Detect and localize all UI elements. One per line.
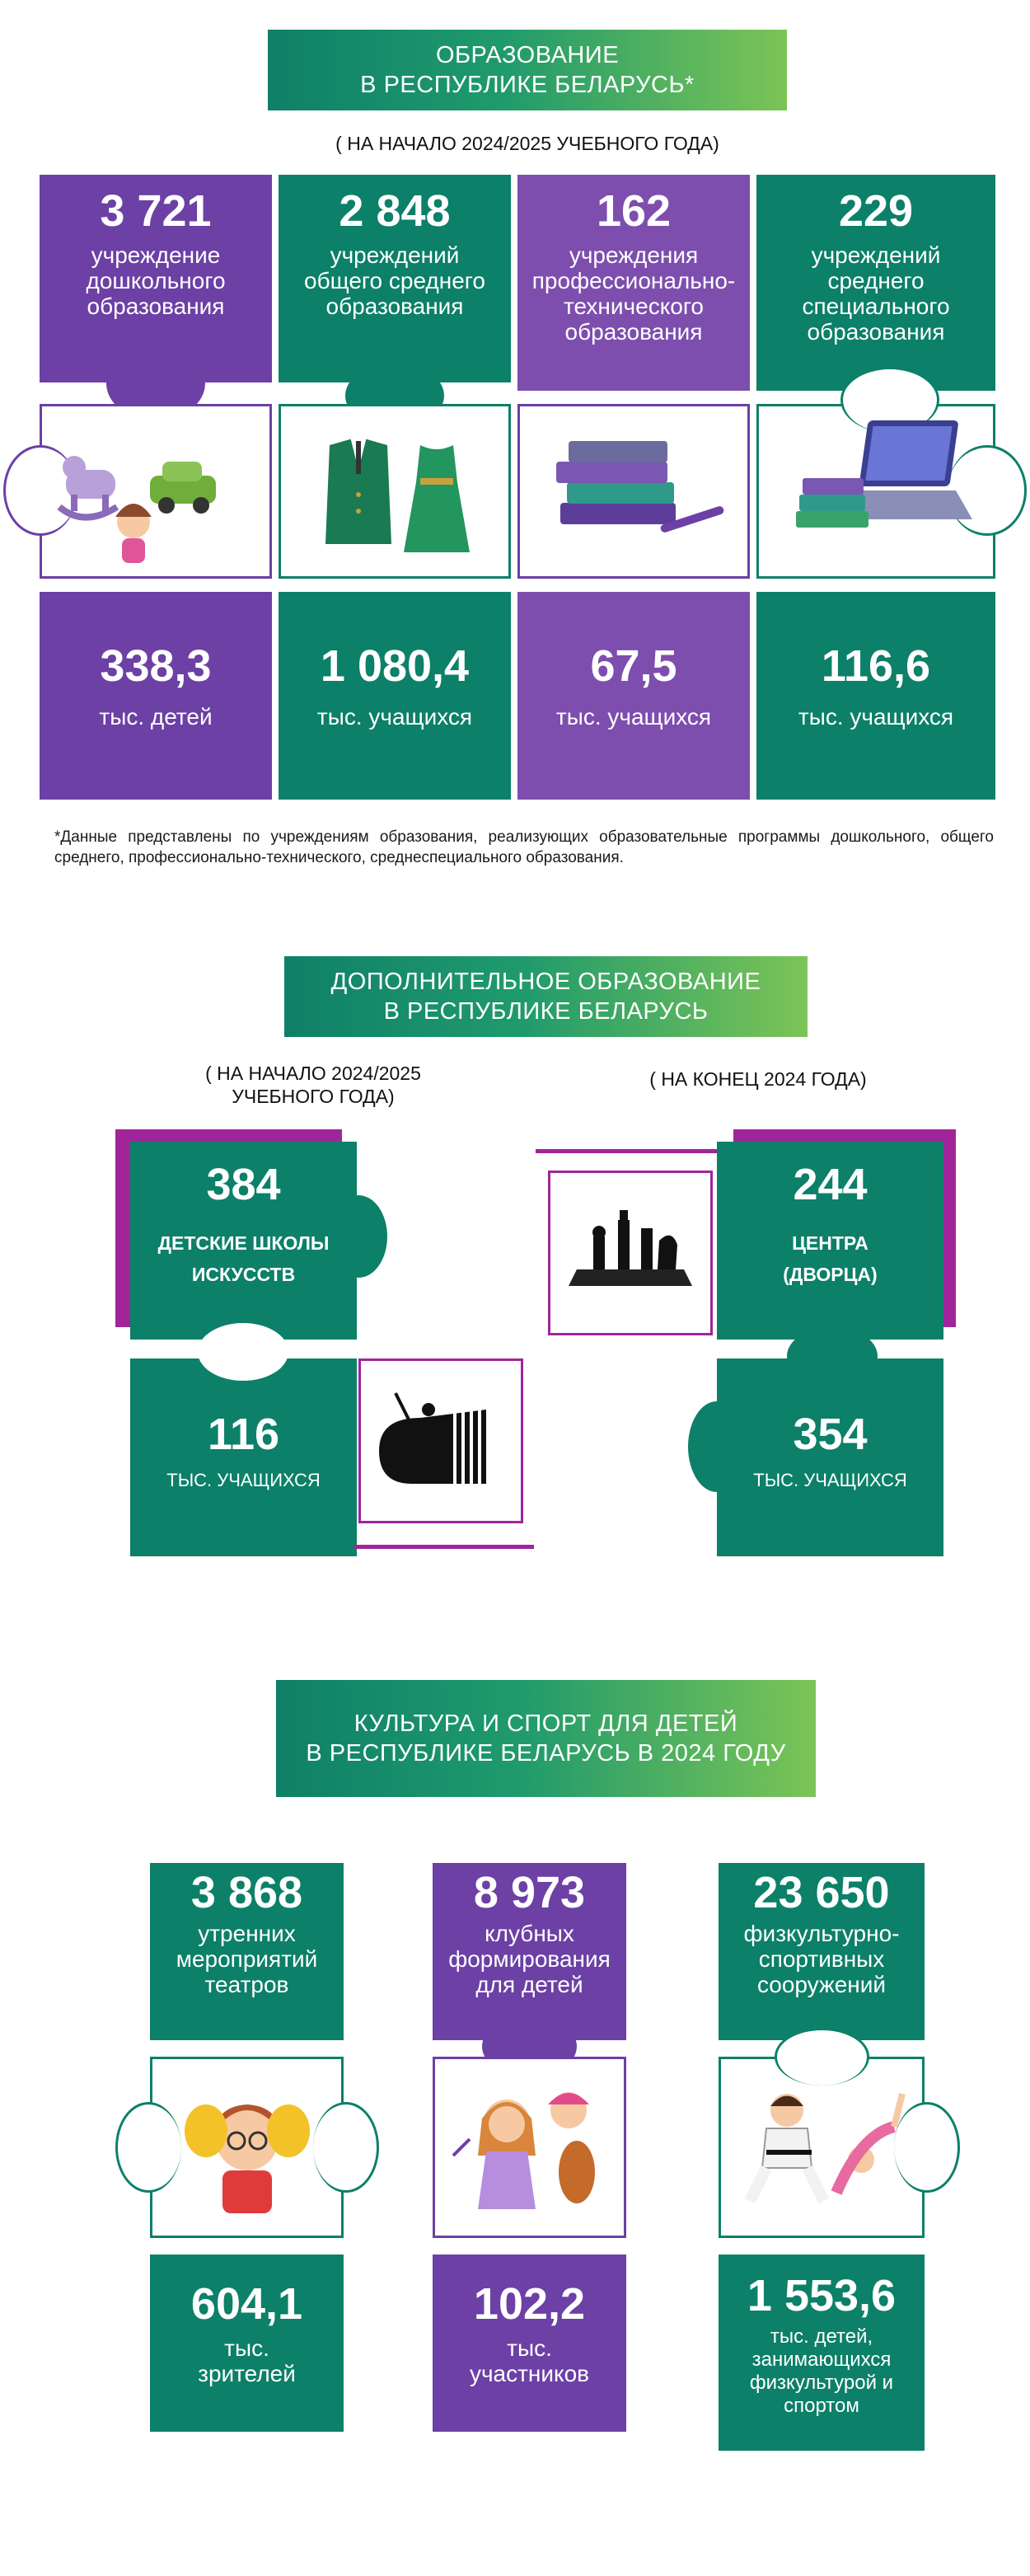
education-banner (268, 30, 787, 110)
banner-title-line1: ДОПОЛНИТЕЛЬНОЕ ОБРАЗОВАНИЕ (330, 969, 761, 995)
card-label: спортивных (758, 1946, 885, 1972)
card-bottom-tile (433, 2255, 626, 2432)
card-bottom-label: тыс. учащихся (316, 704, 473, 730)
art-students-label: ТЫС. УЧАЩИХСЯ (166, 1470, 321, 1490)
card-label: учреждения (569, 242, 699, 268)
card-bottom-label: тыс. (224, 2335, 269, 2361)
card-label: формирования (448, 1946, 611, 1972)
card-label: утренних (198, 1921, 296, 1946)
card-bottom-label: спортом (784, 2395, 859, 2417)
centers-students-value: 354 (793, 1410, 868, 1459)
centers-students-label: ТЫС. УЧАЩИХСЯ (753, 1470, 907, 1490)
art-schools-tile (130, 1142, 357, 1340)
card-bottom-label: зрителей (198, 2361, 296, 2386)
left-subtitle (165, 1062, 461, 1108)
card-label: учреждений (330, 242, 460, 268)
banner-title-line1: КУЛЬТУРА И СПОРТ ДЛЯ ДЕТЕЙ (353, 1710, 738, 1737)
puzzle-knob (330, 1195, 387, 1278)
card-label: учреждение (91, 242, 221, 268)
card-value: 229 (838, 186, 914, 236)
puzzle-knob (198, 1323, 288, 1381)
banner-title-line2: В РЕСПУБЛИКЕ БЕЛАРУСЬ В 2024 ГОДУ (306, 1740, 786, 1767)
card-label: физкультурно- (743, 1921, 900, 1946)
card-bottom-label: тыс. учащихся (555, 704, 712, 730)
card-label: образования (564, 319, 703, 345)
card-bottom-value: 67,5 (590, 641, 677, 691)
card-top-tile (433, 1863, 626, 2040)
card-bottom-tile (150, 2255, 344, 2432)
art-schools-label: ДЕТСКИЕ ШКОЛЫ (157, 1232, 330, 1254)
card-bottom-label: участников (469, 2361, 590, 2386)
section1-subtitle: ( НА НАЧАЛО 2024/2025 УЧЕБНОГО ГОДА) (335, 133, 719, 154)
art-students-value: 116 (207, 1410, 280, 1459)
puzzle-knob (115, 2102, 181, 2193)
school-uniform-icon (313, 420, 478, 569)
art-schools-value: 384 (206, 1160, 281, 1209)
puzzle-knob (787, 1327, 878, 1385)
puzzle-knob (313, 2102, 379, 2193)
card-value: 3 721 (100, 186, 212, 236)
banner-title-line1: ОБРАЗОВАНИЕ (435, 42, 620, 68)
art-students-tile (130, 1358, 357, 1556)
accent-line (536, 1149, 721, 1153)
footnote: *Данные представлены по учреждениям образования, реализующих образовательные программы дошкольного, общего среднего, профессионально-технического, среднеспециального образования. (54, 828, 994, 866)
card-bottom-label: тыс. детей (99, 704, 213, 730)
kids-sport-icon (737, 2077, 911, 2222)
card-bottom-value: 604,1 (190, 2279, 303, 2329)
card-bottom-label: тыс. детей, (770, 2325, 873, 2348)
books-pen-icon (544, 425, 733, 548)
centers-label: ЦЕНТРА (792, 1232, 868, 1254)
centers-students-tile (717, 1358, 943, 1556)
card-bottom-label: тыс. (507, 2335, 552, 2361)
card-label: для детей (475, 1972, 583, 1997)
card-top-tile (279, 175, 511, 382)
kids-art-music-icon (445, 2073, 614, 2222)
card-bottom-value: 116,6 (821, 641, 931, 691)
card-label: клубных (485, 1921, 574, 1946)
card-label: среднего (827, 268, 925, 293)
card-label: образования (87, 293, 225, 319)
card-top-tile (517, 175, 750, 391)
banner-title-line2: В РЕСПУБЛИКЕ БЕЛАРУСЬ* (360, 72, 695, 98)
card-value: 162 (596, 186, 672, 236)
card-bottom-label: тыс. учащихся (798, 704, 954, 730)
card-label: мероприятий (176, 1946, 318, 1972)
card-bottom-tile (719, 2255, 925, 2451)
card-top-tile (150, 1863, 344, 2040)
card-label: дошкольного (86, 268, 226, 293)
card-bottom-tile (40, 592, 272, 800)
extra-education-banner (284, 956, 808, 1037)
left-subtitle-line2: УЧЕБНОГО ГОДА) (232, 1086, 395, 1107)
music-art-icon (371, 1385, 503, 1500)
card-label: сооружений (756, 1972, 887, 1997)
theater-masks-icon (177, 2073, 317, 2222)
card-bottom-value: 338,3 (100, 641, 212, 691)
card-label: учреждений (811, 242, 941, 268)
centers-label: (ДВОРЦА) (783, 1264, 878, 1285)
card-bottom-label: занимающихся (751, 2348, 892, 2371)
card-top-tile (756, 175, 995, 391)
card-bottom-tile (279, 592, 511, 800)
card-value: 2 848 (339, 186, 451, 236)
card-bottom-label: физкультурой и (749, 2372, 894, 2394)
card-label: общего среднего (304, 268, 485, 293)
card-label: образования (807, 319, 945, 345)
card-label: театров (204, 1972, 289, 1997)
culture-sport-banner (276, 1680, 816, 1797)
card-value: 8 973 (473, 1868, 586, 1917)
card-bottom-value: 1 080,4 (320, 641, 470, 691)
puzzle-knob (688, 1401, 746, 1492)
card-bottom-value: 102,2 (473, 2279, 586, 2329)
centers-value: 244 (793, 1160, 868, 1209)
card-label: образования (325, 293, 464, 319)
card-bottom-tile (756, 592, 995, 800)
card-bottom-tile (517, 592, 750, 800)
centers-tile (717, 1142, 943, 1340)
chess-icon (560, 1195, 700, 1302)
card-bottom-value: 1 553,6 (747, 2271, 897, 2320)
laptop-books-icon (791, 412, 981, 552)
card-value: 3 868 (190, 1868, 303, 1917)
art-schools-label: ИСКУССТВ (191, 1264, 296, 1285)
right-subtitle: ( НА КОНЕЦ 2024 ГОДА) (649, 1068, 867, 1090)
toys-icon (51, 425, 265, 573)
card-label: специального (802, 293, 950, 319)
card-top-tile (719, 1863, 925, 2040)
card-label: профессионально- (531, 268, 736, 293)
card-label: технического (563, 293, 705, 319)
left-subtitle-line1: ( НА НАЧАЛО 2024/2025 (205, 1063, 421, 1084)
accent-line (354, 1545, 534, 1549)
card-value: 23 650 (753, 1868, 890, 1917)
banner-title-line2: В РЕСПУБЛИКЕ БЕЛАРУСЬ (383, 998, 709, 1025)
